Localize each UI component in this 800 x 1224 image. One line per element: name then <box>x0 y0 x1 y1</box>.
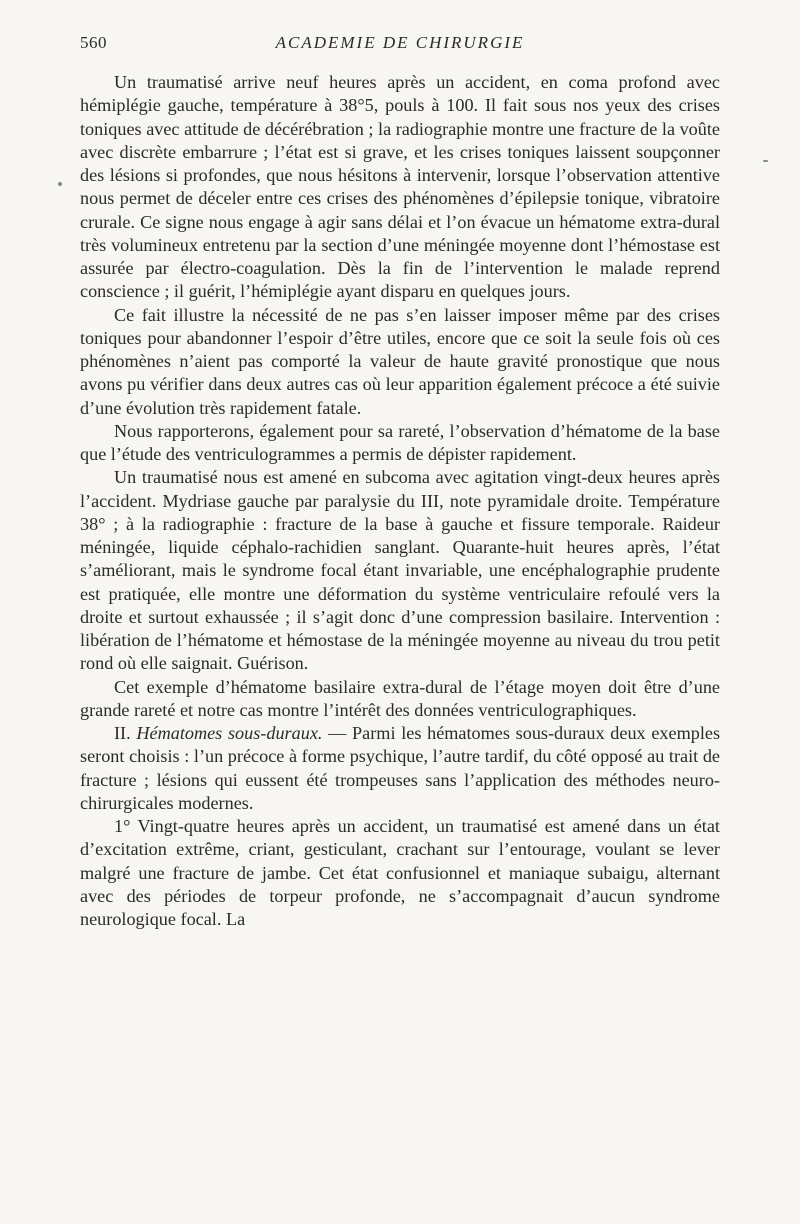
paragraph-case-coma: Un traumatisé arrive neuf heures après un accident, en coma profond avec hémiplégie gauche, température à 38°5, pouls à 100. Il fait sous nos yeux des crises toniques avec attitude de décérébration ; la radiographie montre une fracture de la voûte avec discrète embarrure ; l’état est si grave, et les crises toniques laissent soupçonner des lésions si profondes, que nous hésitons à intervenir, lorsque l’observation attentive nous permet de déceler entre ces crises des phénomènes d’épilepsie tonique, vibratoire crurale. Ce signe nous engage à agir sans délai et l’on évacue un hématome extra-dural très volumineux entretenu par la section d’une méningée moyenne dont l’hémostase est assurée par électro-coagulation. Dès la fin de l’intervention le malade reprend conscience ; il guérit, l’hémiplégie ayant disparu en quelques jours. <box>80 72 720 302</box>
running-head <box>80 33 720 55</box>
section-subdural-hematomas <box>80 722 720 815</box>
page-number: 560 <box>80 33 107 52</box>
margin-speck <box>763 160 768 162</box>
paragraph-base-hematoma-case: Un traumatisé nous est amené en subcoma avec agitation vingt-deux heures après l’accident. Mydriase gauche par paralysie du III, note pyramidale droite. Température 38° ; à la radiographie : fracture de la base à gauche et fissure temporale. Raideur méningée, liquide céphalo-rachidien sanglant. Quarante-huit heures après, l’état s’améliorant, mais le syndrome focal étant invariable, une encéphalographie prudente est pratiquée, elle montre une déformation du système ventriculaire refoulé vers la droite et surtout exhaussée ; il s’agit donc d’une compression basilaire. Intervention : libération de l’hématome et hémostase de la méningée moyenne au niveau du trou petit rond où elle saignait. Guérison. <box>80 467 720 674</box>
section-text: — Parmi les hématomes sous-duraux deux exemples seront choisis : l’un précoce à forme psychique, l’autre tardif, du côté opposé au trait de fracture ; lésions qui eussent été trompeuses sans l’application des méthodes neuro-chirurgicales modernes. <box>80 723 721 813</box>
section-heading: Hématomes sous-duraux. <box>136 723 323 743</box>
paragraph-ventriculography: Cet exemple d’hématome basilaire extra-dural de l’étage moyen doit être d’une grande rareté et notre cas montre l’intérêt des données ventriculographiques. <box>80 676 720 720</box>
paragraph-base-hematoma-intro: Nous rapporterons, également pour sa rareté, l’observation d’hématome de la base que l’étude des ventriculogrammes a permis de dépister rapidement. <box>80 420 720 464</box>
body-text <box>80 71 720 931</box>
paragraph-tonic-crises: Ce fait illustre la nécessité de ne pas s’en laisser imposer même par des crises toniques pour abandonner l’espoir d’être utiles, encore que ce soit la seule fois où ces phénomènes n’aient pas comporté la valeur de haute gravité pronostique que nous avons pu vérifier dans deux autres cas où leur apparition également précoce a été suivie d’une évolution très rapidement fatale. <box>80 304 720 418</box>
margin-speck <box>58 182 62 186</box>
paragraph-first-case: 1° Vingt-quatre heures après un accident, un traumatisé est amené dans un état d’excitation extrême, criant, gesticulant, crachant sur l’entourage, voulant se lever malgré une fracture de jambe. Cet état confusionnel et maniaque subaigu, alternant avec des périodes de torpeur profonde, ne s’accompagnait d’aucun syndrome neurologique focal. La <box>80 816 720 929</box>
journal-title: ACADEMIE DE CHIRURGIE <box>275 33 525 52</box>
section-number: II. <box>114 723 131 743</box>
